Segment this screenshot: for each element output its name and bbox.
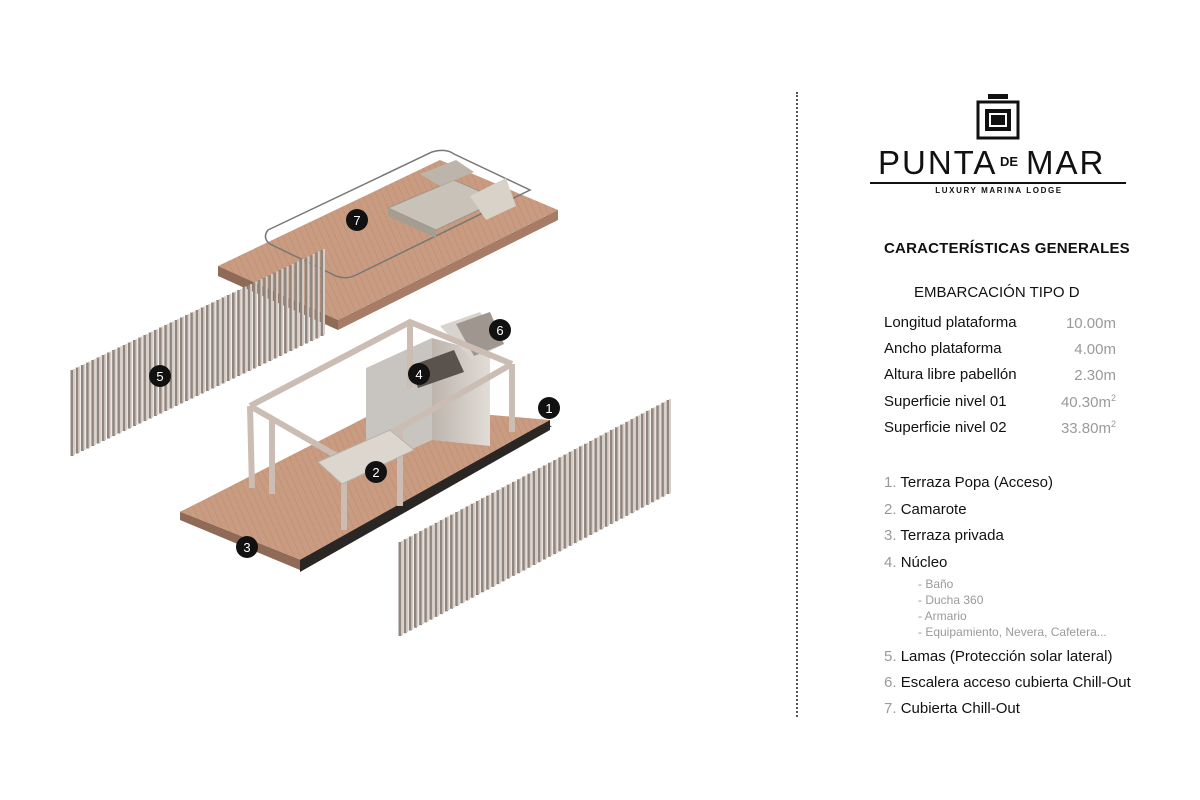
badge-7 <box>346 209 368 231</box>
svg-text:6: 6 <box>496 323 504 338</box>
svg-text:3: 3 <box>243 540 251 555</box>
logo-word-mar: MAR <box>1026 144 1106 181</box>
legend-item: 3. Terraza privada <box>884 527 1004 544</box>
legend-subitem: - Equipamiento, Nevera, Cafetera... <box>918 625 1107 639</box>
svg-text:1: 1 <box>545 401 553 416</box>
legend-subitem: - Ducha 360 <box>918 593 984 607</box>
legend-item: 2. Camarote <box>884 501 967 518</box>
vertical-dotted-divider <box>796 92 798 717</box>
spec-label: Altura libre pabellón <box>884 366 1017 383</box>
badge-1 <box>538 397 560 419</box>
badge-3 <box>236 536 258 558</box>
spec-row <box>884 340 1116 360</box>
spec-row <box>884 314 1116 334</box>
legend-item: 7. Cubierta Chill-Out <box>884 700 1020 717</box>
svg-text:5: 5 <box>156 369 164 384</box>
spec-value: 10.00m <box>1065 315 1116 332</box>
spec-label: Longitud plataforma <box>884 314 1017 331</box>
svg-text:2: 2 <box>372 465 380 480</box>
spec-label: Superficie nivel 01 <box>884 393 1007 410</box>
badge-5 <box>149 365 171 387</box>
logo-mark-icon <box>976 94 1020 140</box>
svg-text:4: 4 <box>415 367 423 382</box>
legend-item: 1. Terraza Popa (Acceso) <box>884 474 1053 491</box>
logo-tagline: LUXURY MARINA LODGE <box>935 186 1063 195</box>
spec-row <box>884 419 1116 439</box>
legend-item: 6. Escalera acceso cubierta Chill-Out <box>884 674 1131 691</box>
logo-word-de: DE <box>1000 154 1019 169</box>
spec-row <box>884 393 1116 413</box>
badge-4 <box>408 363 430 385</box>
legend-subitem: - Baño <box>918 577 954 591</box>
spec-value: 2.30m <box>1074 367 1116 384</box>
vessel-type: EMBARCACIÓN TIPO D <box>914 284 1080 301</box>
logo-word-punta: PUNTA <box>878 144 998 181</box>
legend-item: 4. Núcleo <box>884 554 948 571</box>
logo-wordmark <box>868 144 1130 180</box>
spec-value: 4.00m <box>1074 341 1116 358</box>
spec-value: $33.80m^2$ <box>1060 419 1116 437</box>
svg-text:7: 7 <box>353 213 361 228</box>
spec-label: Superficie nivel 02 <box>884 419 1007 436</box>
spec-value: $40.30m^2$ <box>1060 393 1116 411</box>
legend-item: 5. Lamas (Protección solar lateral) <box>884 648 1113 665</box>
spec-row <box>884 366 1116 386</box>
badge-2 <box>365 461 387 483</box>
legend-subitem: - Armario <box>918 609 967 623</box>
section-title: CARACTERÍSTICAS GENERALES <box>884 240 1130 257</box>
spec-label: Ancho plataforma <box>884 340 1002 357</box>
logo-underline <box>870 182 1126 184</box>
badge-6 <box>489 319 511 341</box>
